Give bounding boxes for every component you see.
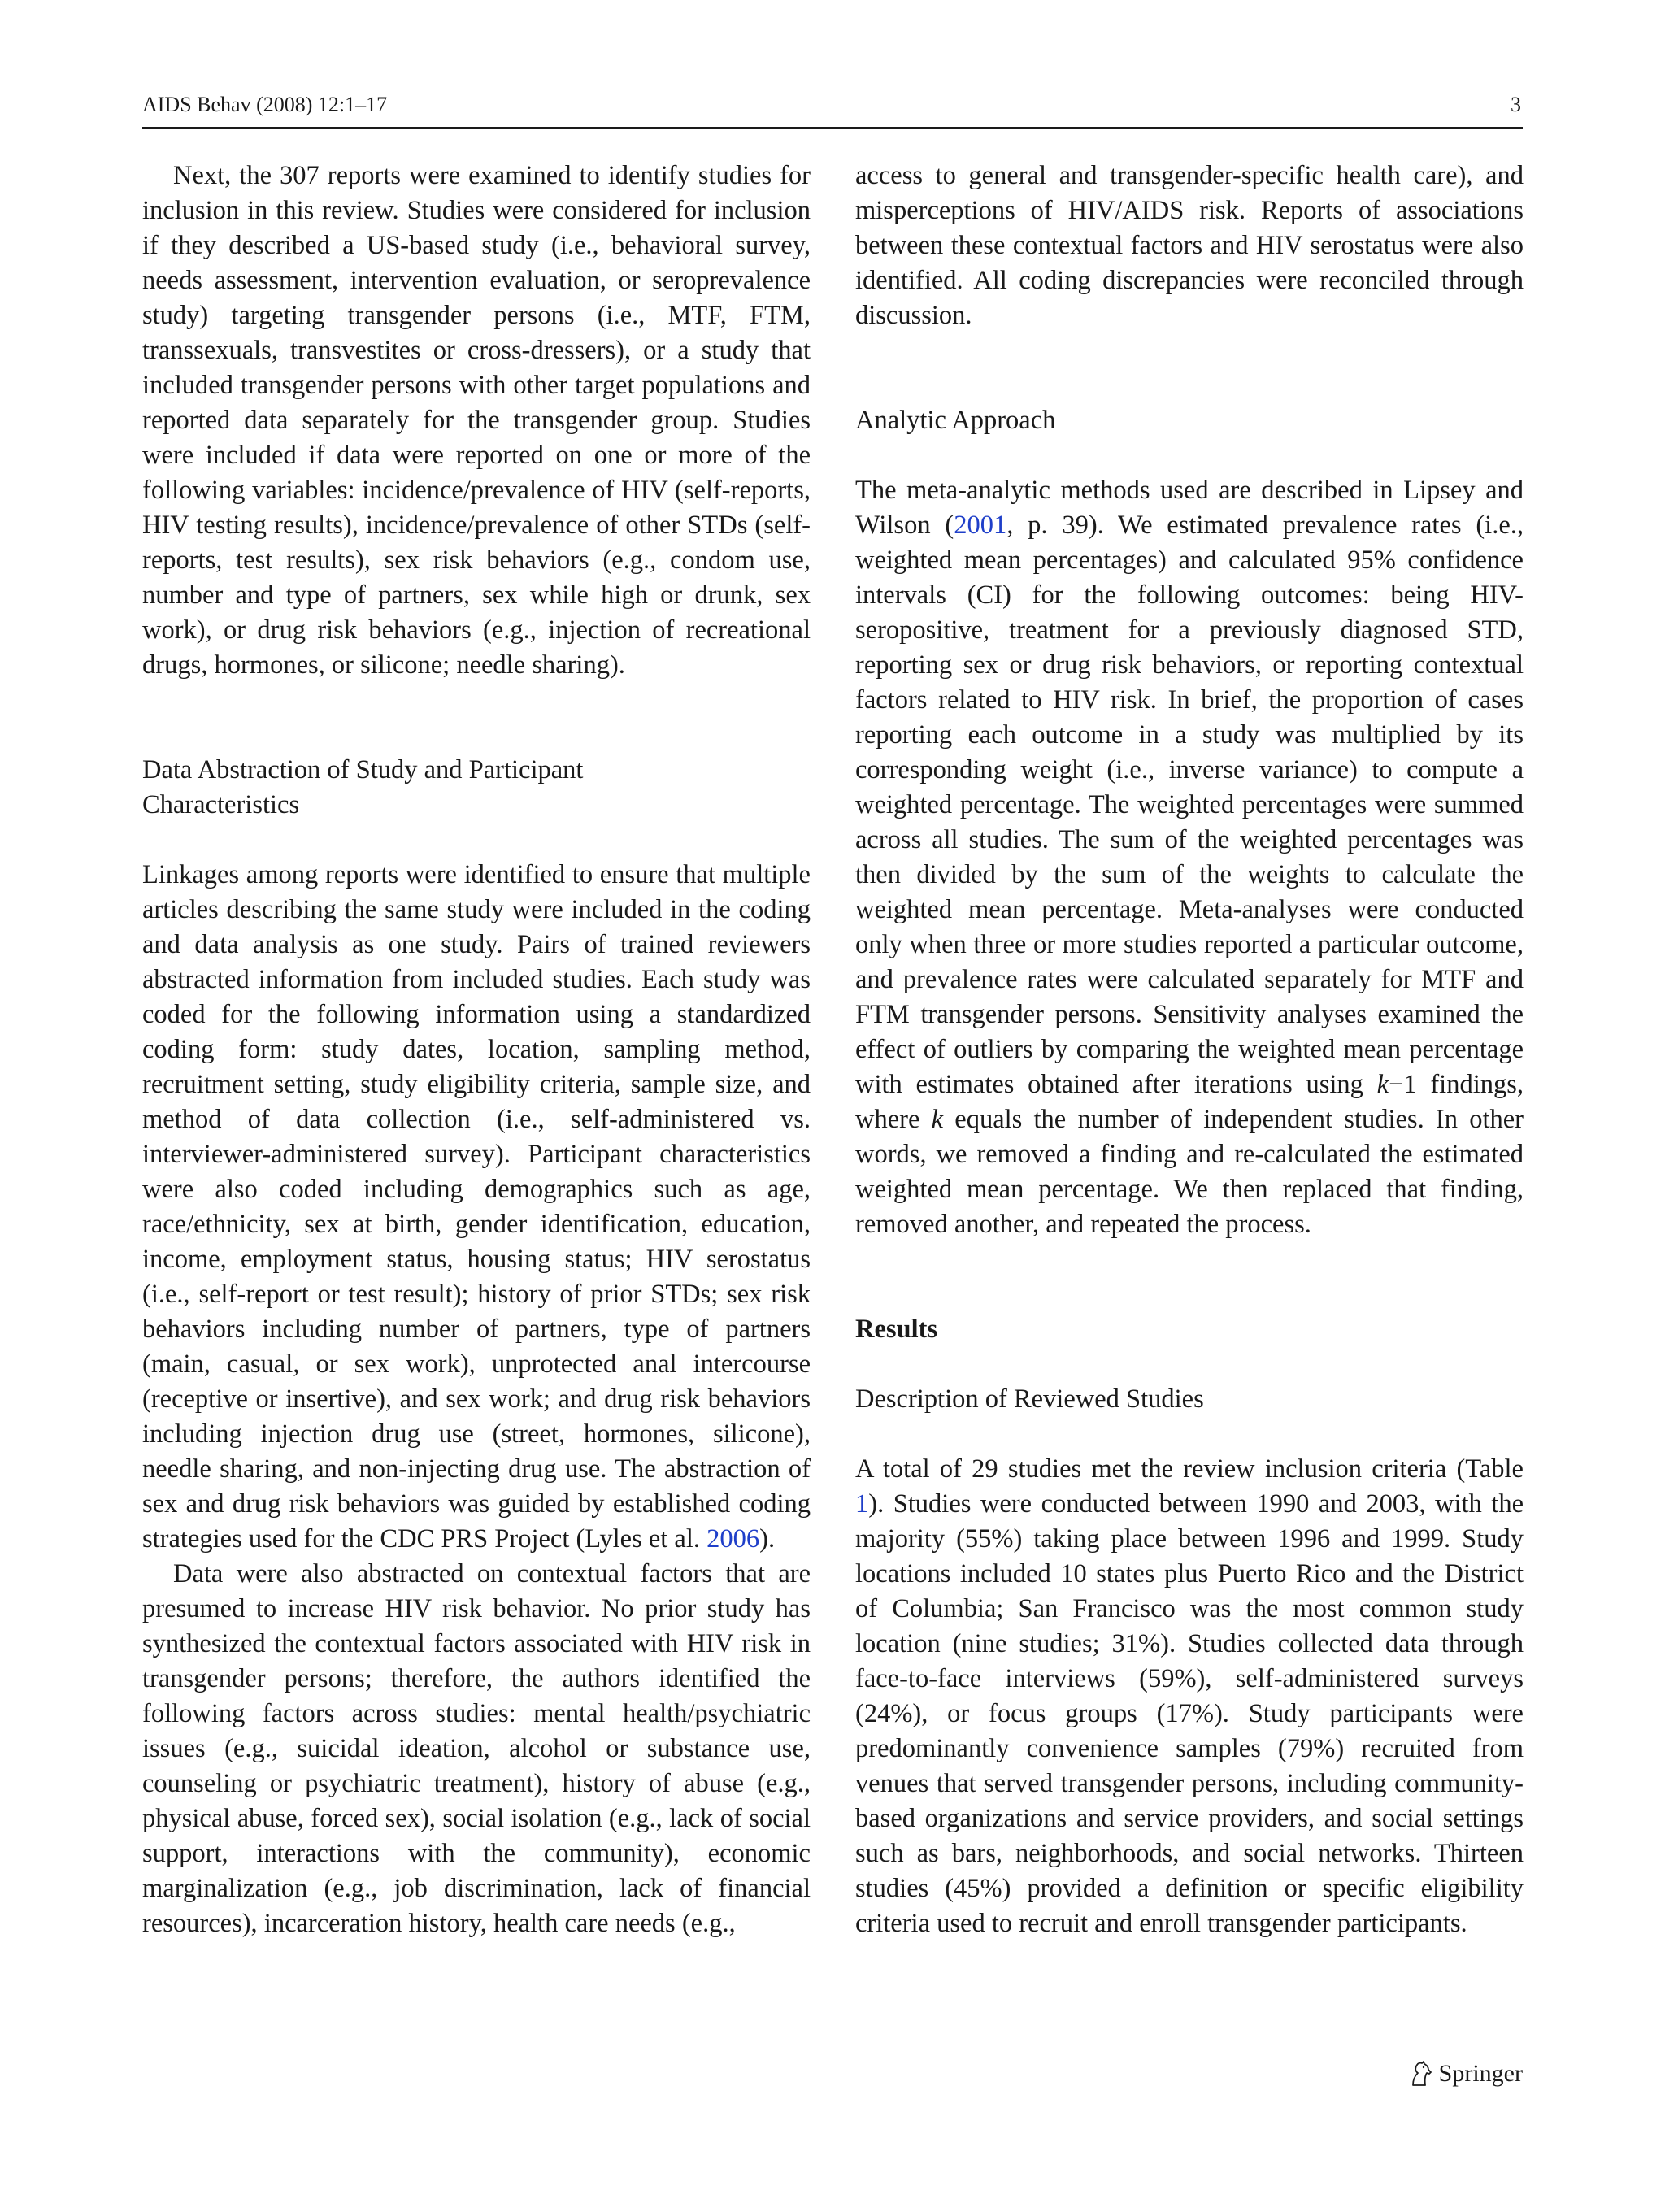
paragraph-reviewed-studies bbox=[855, 1452, 1524, 1941]
publisher-name: Springer bbox=[1438, 2060, 1523, 2087]
citation-link-2001[interactable]: 2001 bbox=[954, 511, 1007, 540]
left-column bbox=[142, 159, 811, 1941]
section-heading-results: Results bbox=[855, 1315, 938, 1344]
paragraph-analytic-methods bbox=[855, 473, 1524, 1242]
page-number: 3 bbox=[1511, 93, 1521, 116]
subsection-heading-description: Description of Reviewed Studies bbox=[855, 1384, 1204, 1414]
paragraph-text-a: A total of 29 studies met the review inclusion criteria (Table bbox=[855, 1454, 1524, 1484]
paragraph-text: Linkages among reports were identified to ensure that multiple articles describing the same study were included in the coding and data analysis as one study. Pairs of trained reviewers abstracted information from included studies. Each study was coded for the following information using a standardized coding form: study dates, location, sampling method, recruitment setting, study eligibility criteria, sample size, and method of data collection (i.e., self-administered vs. interviewer-administered survey). Participant characteristics were also coded including demographics such as age, race/ethnicity, sex at birth, gender identification, education, income, employment status, housing status; HIV serostatus (i.e., self-report or test result); history of prior STDs; sex risk behaviors including number of partners, type of partners (main, casual, or sex work), unprotected anal intercourse (receptive or insertive), and sex work; and drug risk behaviors including injection drug use (street, hormones, silicone), needle sharing, and non-injecting drug use. The abstraction of sex and drug risk behaviors was guided by established coding strategies used for the CDC PRS Project (Lyles et al. bbox=[142, 860, 811, 1554]
table-reference-link[interactable]: 1 bbox=[855, 1489, 869, 1519]
running-header bbox=[142, 88, 1523, 129]
paragraph-text-d: equals the number of independent studies. In other words, we removed a finding and re-calculated the estimated weighted mean percentage. We then replaced that finding, removed another, and repeated the process. bbox=[855, 1105, 1524, 1239]
paragraph-text-b: , p. 39). We estimated prevalence rates (i.e., weighted mean percentages) and calculated 95% confidence intervals (CI) for the following outcomes: being HIV-seropositive, treatment for a previously diagnosed STD, reporting sex or drug risk behaviors, or reporting contextual factors related to HIV risk. In brief, the proportion of cases reporting each outcome in a study was multiplied by its corresponding weight (i.e., inverse variance) to compute a weighted percentage. The weighted percentages were summed across all studies. The sum of the weighted percentages was then divided by the sum of the weights to calculate the weighted mean percentage. Meta-analyses were conducted only when three or more studies reported a particular outcome, and prevalence rates were calculated separately for MTF and FTM transgender persons. Sensitivity analyses examined the effect of outliers by comparing the weighted mean percentage with estimates obtained after iterations using bbox=[855, 511, 1524, 1099]
section-heading-analytic-approach: Analytic Approach bbox=[855, 406, 1056, 435]
heading-line-2: Characteristics bbox=[142, 790, 300, 819]
math-k: k bbox=[931, 1105, 944, 1134]
journal-citation: AIDS Behav (2008) 12:1–17 bbox=[142, 93, 388, 116]
heading-line-1: Data Abstraction of Study and Participant bbox=[142, 755, 584, 784]
paragraph-inclusion-criteria: Next, the 307 reports were examined to identify studies for inclusion in this review. Studies were considered for inclusion if they described a US-based study (i.e., behavioral survey, needs assessment, intervention evaluation, or seroprevalence study) targeting transgender persons (i.e., MTF, FTM, transsexuals, transvestites or cross-dressers), or a study that included transgender persons with other target populations and reported data separately for the transgender group. Studies were included if data were reported on one or more of the following variables: incidence/prevalence of HIV (self-reports, HIV testing results), incidence/prevalence of other STDs (self-reports, test results), sex risk behaviors (e.g., condom use, number and type of partners, sex while high or drunk, sex work), or drug risk behaviors (e.g., injection of recreational drugs, hormones, or silicone; needle sharing). bbox=[142, 161, 811, 680]
math-k: k bbox=[1376, 1070, 1389, 1099]
paragraph-end: ). bbox=[759, 1524, 776, 1554]
math-minus-one: −1 bbox=[1389, 1070, 1417, 1099]
publisher-footer bbox=[1408, 2060, 1523, 2088]
paragraph-text-a: The meta-analytic methods used are described in Lipsey and Wilson ( bbox=[855, 476, 1524, 540]
paragraph-text-c: findings, where bbox=[855, 1070, 1524, 1134]
section-heading-data-abstraction bbox=[142, 753, 811, 823]
paragraph-contextual-factors: Data were also abstracted on contextual factors that are presumed to increase HIV risk behavior. No prior study has synthesized the contextual factors associated with HIV risk in transgender persons; therefore, the authors identified the following factors across studies: mental health/psychiatric issues (e.g., suicidal ideation, alcohol or substance use, counseling or psychiatric treatment), history of abuse (e.g., physical abuse, forced sex), social isolation (e.g., lack of social support, interactions with the community), economic marginalization (e.g., job discrimination, lack of financial resources), incarceration history, health care needs (e.g., bbox=[142, 1559, 811, 1938]
citation-link-2006[interactable]: 2006 bbox=[706, 1524, 760, 1554]
paragraph-text-b: ). Studies were conducted between 1990 and 2003, with the majority (55%) taking place between 1996 and 1999. Study locations included 10 states plus Puerto Rico and the District of Columbia; San Francisco was the most common study location (nine studies; 31%). Studies collected data through face-to-face interviews (59%), self-administered surveys (24%), or focus groups (17%). Study participants were predominantly convenience samples (79%) recruited from venues that served transgender persons, including community-based organizations and service providers, and social settings such as bars, neighborhoods, and social networks. Thirteen studies (45%) provided a definition or specific eligibility criteria used to recruit and enroll transgender participants. bbox=[855, 1489, 1524, 1938]
springer-horse-icon bbox=[1408, 2061, 1432, 2087]
paragraph-data-abstraction bbox=[142, 858, 811, 1557]
right-column bbox=[855, 159, 1524, 1941]
paragraph-continued: access to general and transgender-specific health care), and misperceptions of HIV/AIDS risk. Reports of associations between these contextual factors and HIV serostatus were also identified. All coding discrepancies were reconciled through discussion. bbox=[855, 161, 1524, 330]
